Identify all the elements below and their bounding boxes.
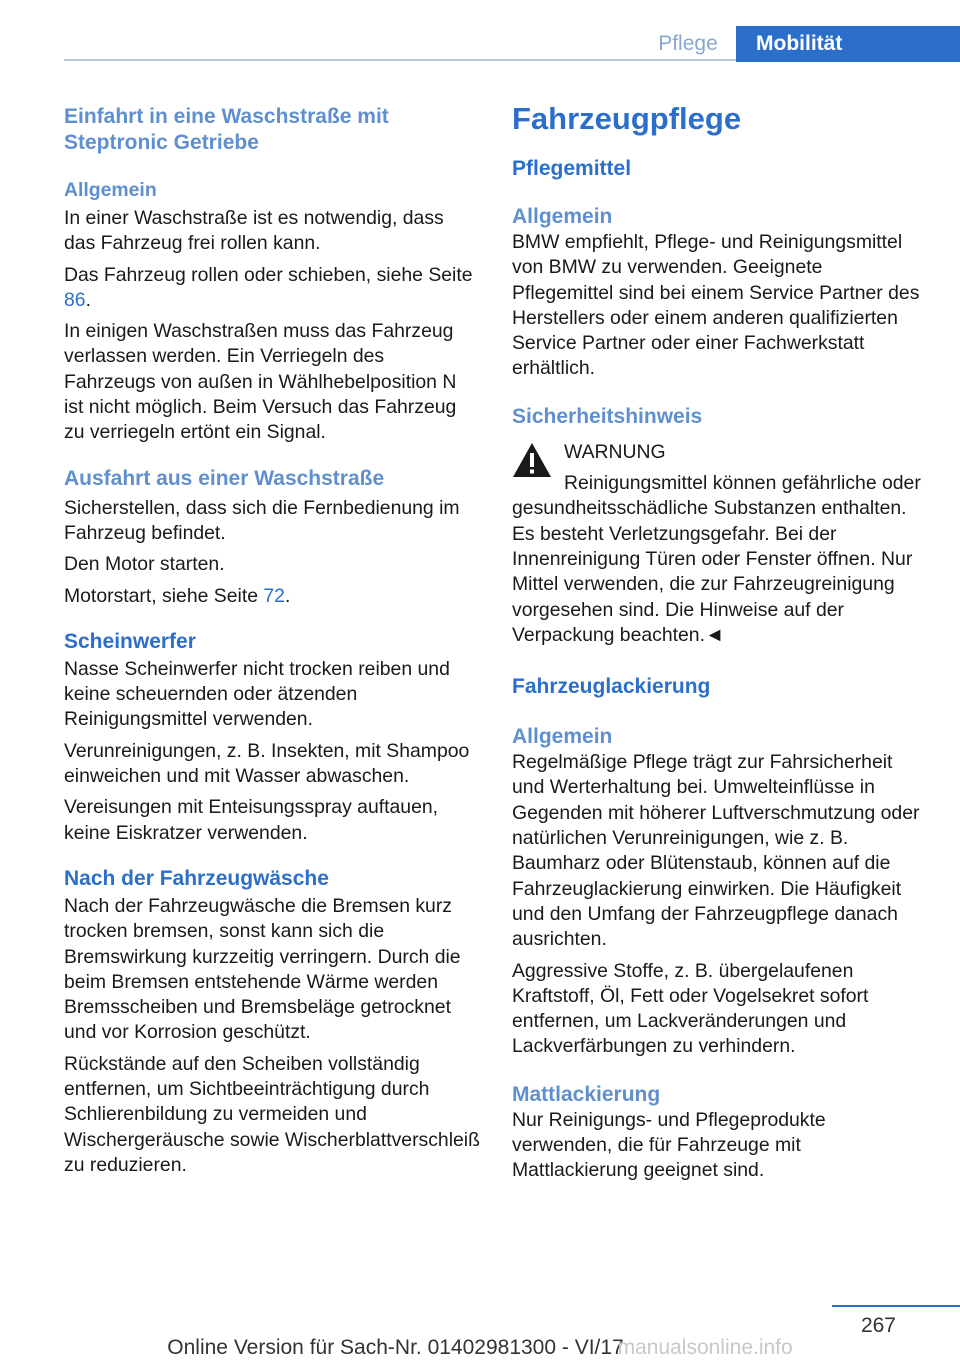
heading-scheinwerfer: Scheinwerfer bbox=[64, 629, 196, 653]
page-link-72[interactable]: 72 bbox=[263, 584, 285, 607]
heading-sicherheitshinweis: Sicherheitshinweis bbox=[512, 404, 703, 428]
warning-block bbox=[512, 440, 928, 648]
paragraph: BMW empfiehlt, Pflege- und Reinigungsmittel von BMW zu verwenden. Geeignete Pflegemittel sind bei einem Service Partner des Herstellers oder einem anderen qualifizierten Service Partner oder einer Fachwerkstatt erhältlich. bbox=[512, 231, 920, 380]
right-column bbox=[512, 100, 928, 1184]
paragraph bbox=[64, 584, 480, 609]
online-version-footer bbox=[0, 1336, 960, 1360]
heading-allgemein-3: Allgemein bbox=[512, 725, 613, 749]
text: Das Fahrzeug rollen oder schieben, siehe Seite bbox=[64, 263, 473, 286]
tab-mobilitaet[interactable]: Mobilität bbox=[736, 26, 960, 62]
heading-allgemein-2: Allgemein bbox=[512, 205, 613, 228]
text: . bbox=[85, 288, 91, 311]
page-link-86[interactable]: 86 bbox=[64, 288, 86, 311]
heading-einfahrt: Einfahrt in eine Waschstraße mit Steptronic Getriebe bbox=[64, 105, 389, 154]
left-column bbox=[64, 100, 480, 1178]
text: Motorstart, siehe Seite bbox=[64, 584, 264, 607]
online-version-text: Online Version für Sach-Nr. 01402981300 - VI/17 bbox=[167, 1336, 624, 1359]
page-number: 267 bbox=[860, 1314, 896, 1337]
paragraph: Aggressive Stoffe, z. B. übergelaufenen Kraftstoff, Öl, Fett oder Vogelsekret sofort entfernen, um Lackveränderungen und Lackverfärbungen zu verhindern. bbox=[512, 959, 869, 1058]
heading-nach-der-waesche: Nach der Fahrzeugwäsche bbox=[64, 866, 329, 890]
paragraph: In einer Waschstraße ist es notwendig, dass das Fahrzeug frei rollen kann. bbox=[64, 207, 444, 255]
paragraph: Nasse Scheinwerfer nicht trocken reiben und keine scheuernden oder ätzenden Reinigungsmittel verwenden. bbox=[64, 657, 450, 731]
warning-title: WARNUNG bbox=[564, 440, 666, 463]
paragraph: Sicherstellen, dass sich die Fernbedienung im Fahrzeug befindet. bbox=[64, 496, 460, 544]
warning-triangle-icon bbox=[512, 442, 552, 478]
tab-pflege[interactable]: Pflege bbox=[658, 32, 718, 55]
heading-mattlackierung: Mattlackierung bbox=[512, 1082, 661, 1106]
text: . bbox=[284, 584, 291, 607]
paragraph: In einigen Waschstraßen muss das Fahrzeug verlassen werden. Ein Verriegeln des Fahrzeugs von außen in Wählhebelposition N ist nicht möglich. Beim Versuch das Fahrzeug zu verriegeln ertönt ein Signal. bbox=[64, 320, 457, 444]
paragraph: Nach der Fahrzeugwäsche die Bremsen kurz trocken bremsen, sonst kann sich die Bremswirkung kurzzeitig verringern. Durch die beim Bremsen entstehende Wärme werden Bremsscheiben und Bremsbeläge getrocknet und vor Korrosion geschützt. bbox=[64, 894, 461, 1044]
heading-fahrzeugpflege: Fahrzeugpflege bbox=[512, 101, 742, 136]
heading-ausfahrt: Ausfahrt aus einer Waschstraße bbox=[64, 466, 385, 490]
paragraph: Verunreinigungen, z. B. Insekten, mit Shampoo einweichen und mit Wasser abwaschen. bbox=[64, 739, 470, 788]
heading-allgemein-1: Allgemein bbox=[64, 179, 157, 201]
heading-fahrzeuglackierung: Fahrzeuglackierung bbox=[512, 675, 711, 699]
paragraph: Rückstände auf den Scheiben vollständig entfernen, um Sichtbeeinträchtigung durch Schlierenbildung zu vermeiden und Wischergeräusche sowie Wischerblattverschleiß zu reduzieren. bbox=[64, 1052, 480, 1176]
paragraph: Regelmäßige Pflege trägt zur Fahrsicherheit und Werterhaltung bei. Umwelteinflüsse in Gegenden mit höherer Luftverschmutzung oder natürlichen Verunreinigungen, wie z. B. Baumharz oder Blütenstaub, können auf die Fahrzeuglackierung einwirken. Die Häufigkeit und den Umfang der Fahrzeugpflege danach ausrichten. bbox=[512, 751, 920, 951]
footer-rule bbox=[832, 1305, 960, 1307]
paragraph bbox=[64, 263, 480, 314]
paragraph: Den Motor starten. bbox=[64, 553, 225, 576]
warning-text: Reinigungsmittel können gefährliche oder gesundheitsschädliche Substanzen enthalten. Es besteht Verletzungsgefahr. Bei der Innenreinigung Türen oder Fenster öffnen. Nur Mittel verwenden, die zur Fahrzeugreinigung vorgesehen sind. Die Hinweise auf der Verpackung beachten.◄ bbox=[512, 472, 921, 646]
paragraph: Vereisungen mit Enteisungsspray auftauen, keine Eiskratzer verwenden. bbox=[64, 796, 439, 844]
header-rule bbox=[64, 59, 736, 61]
heading-pflegemittel: Pflegemittel bbox=[512, 157, 632, 180]
watermark-text: manualsonline.info bbox=[617, 1336, 793, 1359]
paragraph: Nur Reinigungs- und Pflegeprodukte verwenden, die für Fahrzeuge mit Mattlackierung geeignet sind. bbox=[512, 1108, 826, 1182]
